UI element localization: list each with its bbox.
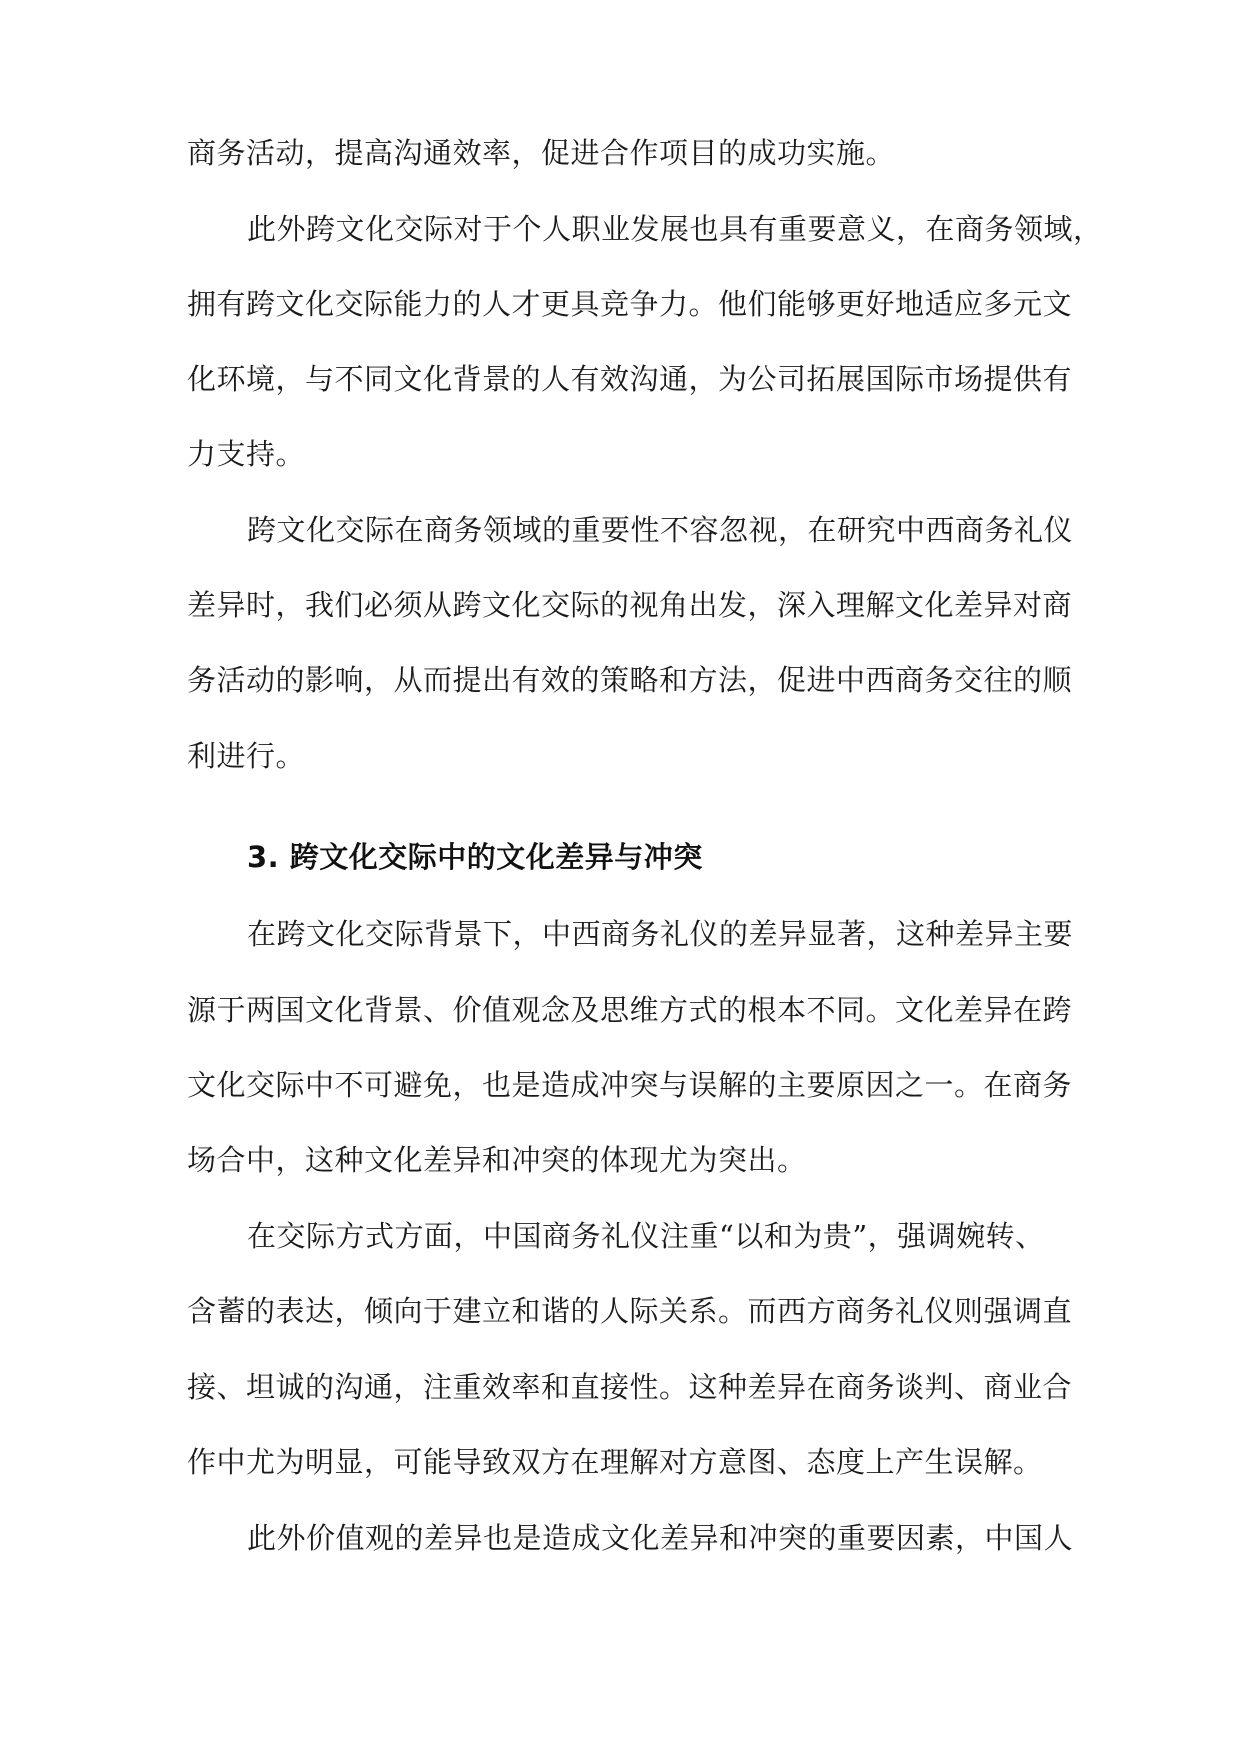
paragraph-line: 差异时，我们必须从跨文化交际的视角出发，深入理解文化差异对商 [187, 588, 1073, 622]
paragraph-line: 源于两国文化背景、价值观念及思维方式的根本不同。文化差异在跨 [187, 993, 1073, 1027]
paragraph-line: 利进行。 [187, 739, 306, 773]
paragraph-line: 在跨文化交际背景下，中西商务礼仪的差异显著，这种差异主要 [247, 917, 1074, 951]
paragraph-line: 化环境，与不同文化背景的人有效沟通，为公司拓展国际市场提供有 [187, 362, 1073, 396]
paragraph-line: 文化交际中不可避免，也是造成冲突与误解的主要原因之一。在商务 [187, 1068, 1073, 1102]
paragraph-line: 此外跨文化交际对于个人职业发展也具有重要意义，在商务领域， [247, 212, 1103, 246]
paragraph-line: 接、坦诚的沟通，注重效率和直接性。这种差异在商务谈判、商业合 [187, 1370, 1073, 1404]
paragraph-line: 力支持。 [187, 437, 306, 471]
paragraph-line: 此外价值观的差异也是造成文化差异和冲突的重要因素，中国人 [247, 1521, 1074, 1555]
paragraph-line: 商务活动，提高沟通效率，促进合作项目的成功实施。 [187, 136, 896, 170]
paragraph-line: 在交际方式方面，中国商务礼仪注重“以和为贵”，强调婉转、 [247, 1219, 1045, 1253]
paragraph-line: 拥有跨文化交际能力的人才更具竞争力。他们能够更好地适应多元文 [187, 287, 1073, 321]
paragraph-line: 作中尤为明显，可能导致双方在理解对方意图、态度上产生误解。 [187, 1445, 1043, 1479]
paragraph-line: 跨文化交际在商务领域的重要性不容忽视，在研究中西商务礼仪 [247, 513, 1074, 547]
paragraph-line: 含蓄的表达，倾向于建立和谐的人际关系。而西方商务礼仪则强调直 [187, 1294, 1073, 1328]
paragraph-line: 场合中，这种文化差异和冲突的体现尤为突出。 [187, 1143, 807, 1177]
paragraph-line: 务活动的影响，从而提出有效的策略和方法，促进中西商务交往的顺 [187, 663, 1073, 697]
section-heading: 3. 跨文化交际中的文化差异与冲突 [247, 840, 703, 874]
